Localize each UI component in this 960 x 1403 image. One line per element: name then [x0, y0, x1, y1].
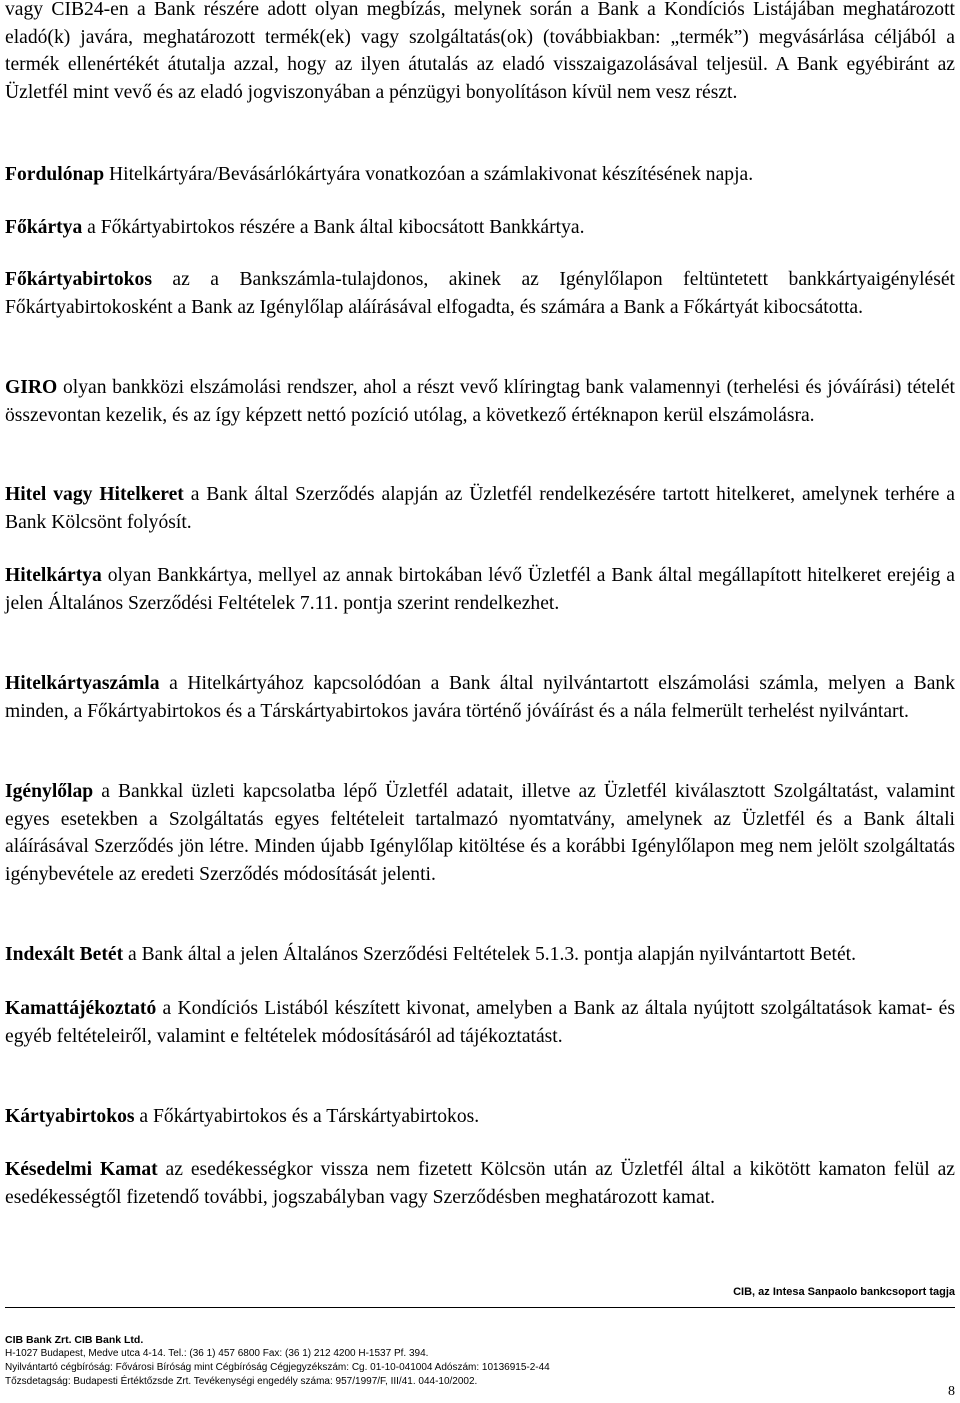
- footer-company: CIB Bank Zrt. CIB Bank Ltd.: [5, 1334, 144, 1346]
- footer-divider: [5, 1307, 955, 1308]
- definition-term: Indexált Betét: [5, 944, 124, 965]
- group-tagline: CIB, az Intesa Sanpaolo bankcsoport tagja: [733, 1286, 955, 1298]
- definition-text: az esedékességkor vissza nem fizetett Kölcsön után az Üzletfél által a kikötött kamaton felül az esedékességtől fizetendő további, jogszabályban vagy Szerződésben meghatározott kamat.: [5, 1159, 955, 1208]
- definition-hitelkartyaszamla: [5, 670, 955, 725]
- intro-text: vagy CIB24-en a Bank részére adott olyan megbízás, melynek során a Bank a Kondíciós Listájában meghatározott eladó(k) javára, meghatározott termék(ek) vagy szolgáltatás(ok) (továbbiakban: „termék”) megvásárlása céljából a termék ellenértékét átutalja azzal, hogy az ilyen átutalás az eladó visszaigazolásával teljesül. A Bank egyébiránt az Üzletfél mint vevő és az eladó jogviszonyában a pénzügyi bonyolításon kívül nem vesz részt.: [5, 0, 955, 103]
- definition-igenylolap: [5, 778, 955, 888]
- definition-text: a Bankkal üzleti kapcsolatba lépő Üzletfél adatait, illetve az Üzletfél kiválasztott Szolgáltatást, valamint egyes esetekben a Szolgáltatás egyes feltételeit tartalmazó nyomtatvány, amelynek az Üzletfél és a Bank általi aláírásával Szerződés jön létre. Minden újabb Igénylőlap kitöltése és a korábbi Igénylőlapon meg nem jelölt szolgáltatás igénybevétele az eredeti Szerződés módosítását jelenti.: [5, 781, 955, 885]
- definition-text: Hitelkártyára/Bevásárlókártyára vonatkozóan a számlakivonat készítésének napja.: [104, 164, 754, 185]
- definition-hitel: [5, 481, 955, 536]
- definition-text: a Kondíciós Listából készített kivonat, amelyben a Bank az általa nyújtott szolgáltatások kamat- és egyéb feltételeiről, valamint e feltételek módosításáról ad tájékoztatást.: [5, 998, 955, 1047]
- definition-term: Kamattájékoztató: [5, 998, 157, 1019]
- definition-kesedelmi-kamat: [5, 1156, 955, 1211]
- definition-kamattajekoztato: [5, 995, 955, 1050]
- definition-term: Hitelkártya: [5, 565, 102, 586]
- definition-term: GIRO: [5, 377, 58, 398]
- definition-text: a Főkártyabirtokos részére a Bank által kibocsátott Bankkártya.: [82, 217, 585, 238]
- definition-term: Főkártyabirtokos: [5, 269, 152, 290]
- definition-indexalt-betet: [5, 941, 955, 969]
- definition-text: a Főkártyabirtokos és a Társkártyabirtokos.: [134, 1106, 480, 1127]
- definition-kartyabirtokos: [5, 1103, 955, 1131]
- definition-fokartyabirtokos: [5, 266, 955, 321]
- definition-giro: [5, 374, 955, 429]
- definition-term: Hitelkártyaszámla: [5, 673, 160, 694]
- definition-term: Késedelmi Kamat: [5, 1159, 158, 1180]
- definition-text: a Hitelkártyához kapcsolódóan a Bank által nyilvántartott elszámolási számla, melyen a Bank minden, a Főkártyabirtokos és a Társkártyabirtokos javára történő jóváírást és a nála felmerült terhelést nyilvántart.: [5, 673, 955, 722]
- footer-registry: Nyilvántartó cégbíróság: Fővárosi Bíróság mint Cégbíróság Cégjegyzékszám: Cg. 01-10-041004 Adószám: 10136915-2-44: [5, 1362, 550, 1373]
- definition-text: az a Bankszámla-tulajdonos, akinek az Igénylőlapon feltüntetett bankkártyaigénylését Főkártyabirtokosként a Bank az Igénylőlap aláírásával elfogadta, és számára a Bank a Főkártyát kibocsátotta.: [5, 269, 955, 318]
- definition-term: Kártyabirtokos: [5, 1106, 135, 1127]
- footer-exchange: Tőzsdetagság: Budapesti Értéktőzsde Zrt. Tevékenységi engedély száma: 957/1997/F, III/41. 044-10/2002.: [5, 1376, 478, 1387]
- definition-fokartya: [5, 214, 955, 242]
- page-number: 8: [948, 1384, 955, 1399]
- definition-text: olyan bankközi elszámolási rendszer, ahol a részt vevő klíringtag bank valamennyi (terhelési és jóváírási) tételét összevontan kezelik, és az így képzett nettó pozíció utólag, a következő értéknapon kerül elszámolásra.: [5, 377, 955, 426]
- definition-term: Fordulónap: [5, 164, 105, 185]
- definition-fordulonap: [5, 161, 955, 189]
- definition-hitelkartya: [5, 562, 955, 617]
- definition-term: Igénylőlap: [5, 781, 94, 802]
- definition-text: a Bank által a jelen Általános Szerződési Feltételek 5.1.3. pontja alapján nyilvántartott Betét.: [123, 944, 856, 965]
- intro-paragraph: [5, 0, 955, 106]
- definition-text: olyan Bankkártya, mellyel az annak birtokában lévő Üzletfél a Bank által megállapított hitelkeret erejéig a jelen Általános Szerződési Feltételek 7.11. pontja szerint rendelkezhet.: [5, 565, 955, 614]
- definition-text: a Bank által Szerződés alapján az Üzletfél rendelkezésére tartott hitelkeret, amelynek terhére a Bank Kölcsönt folyósít.: [5, 484, 955, 533]
- definition-term: Hitel vagy Hitelkeret: [5, 484, 184, 505]
- footer: [5, 1333, 905, 1389]
- footer-address: H-1027 Budapest, Medve utca 4-14. Tel.: (36 1) 457 6800 Fax: (36 1) 212 4200 H-1537 Pf. 394.: [5, 1348, 429, 1359]
- definition-term: Főkártya: [5, 217, 83, 238]
